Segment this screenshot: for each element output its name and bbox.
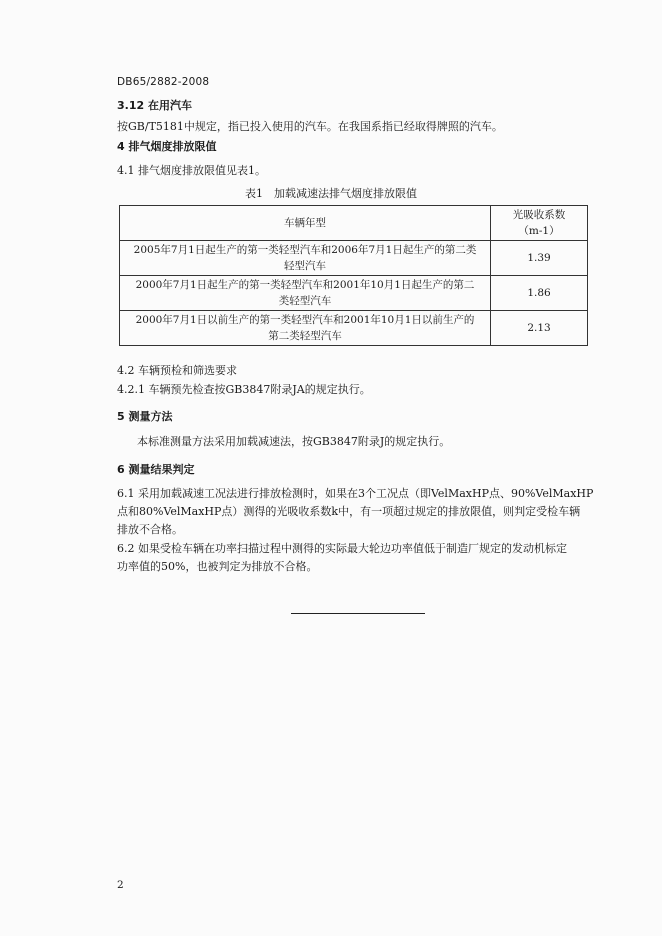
section-3-12-text: 按GB/T5181中规定，指已投入使用的汽车。在我国系指已经取得牌照的汽车。 [117, 120, 503, 133]
cell-line: 第二类轻型汽车 [268, 330, 342, 342]
page-number: 2 [117, 879, 124, 891]
end-of-text-rule [291, 613, 425, 614]
limit-value-cell: 1.39 [491, 241, 588, 276]
item-4-2-1: 4.2.1 车辆预先检查按GB3847附录JA的规定执行。 [117, 383, 371, 396]
table-row [120, 311, 588, 346]
section-5-text: 本标准测量方法采用加载减速法，按GB3847附录J的规定执行。 [137, 435, 451, 448]
para-6-2-line: 6.2 如果受检车辆在功率扫描过程中测得的实际最大轮边功率值低于制造厂规定的发动机标定 [117, 542, 567, 555]
vehicle-year-cell [120, 311, 491, 346]
cell-line: 轻型汽车 [284, 260, 327, 272]
cell-line: 类轻型汽车 [278, 295, 332, 307]
limit-value-cell: 1.86 [491, 276, 588, 311]
cell-line: 2005年7月1日起生产的第一类轻型汽车和2006年7月1日起生产的第二类 [133, 244, 477, 256]
emission-limits-table [119, 205, 588, 346]
header-absorption-coefficient [491, 206, 588, 241]
cell-line: 2000年7月1日以前生产的第一类轻型汽车和2001年10月1日以前生产的 [135, 314, 475, 326]
section-5-heading: 5 测量方法 [117, 410, 173, 423]
cell-line: 2000年7月1日起生产的第一类轻型汽车和2001年10月1日起生产的第二 [135, 279, 475, 291]
table-caption: 表1 加载减速法排气烟度排放限值 [245, 187, 417, 200]
section-4-2-heading: 4.2 车辆预检和筛选要求 [117, 364, 237, 377]
section-4-heading: 4 排气烟度排放限值 [117, 140, 217, 153]
para-6-1-line: 6.1 采用加载减速工况法进行排放检测时，如果在3个工况点（即VelMaxHP点、90%VelMaxHP [117, 487, 594, 500]
document-code: DB65/2882-2008 [117, 76, 210, 88]
para-6-2-line: 功率值的50%，也被判定为排放不合格。 [117, 560, 318, 573]
table-row [120, 241, 588, 276]
limit-value-cell: 2.13 [491, 311, 588, 346]
header-vehicle-year: 车辆年型 [120, 206, 491, 241]
vehicle-year-cell [120, 241, 491, 276]
section-3-12-heading: 3.12 在用汽车 [117, 99, 192, 112]
header-absorption-label: 光吸收系数 [512, 209, 566, 221]
table-row [120, 276, 588, 311]
header-absorption-unit: （m-1） [518, 225, 560, 237]
para-6-1-line: 点和80%VelMaxHP点）测得的光吸收系数k中，有一项超过规定的排放限值，则判定受检车辆 [117, 505, 581, 518]
section-6-heading: 6 测量结果判定 [117, 463, 195, 476]
table-header-row [120, 206, 588, 241]
para-6-1-line: 排放不合格。 [117, 523, 183, 536]
vehicle-year-cell [120, 276, 491, 311]
item-4-1: 4.1 排气烟度排放限值见表1。 [117, 164, 266, 177]
